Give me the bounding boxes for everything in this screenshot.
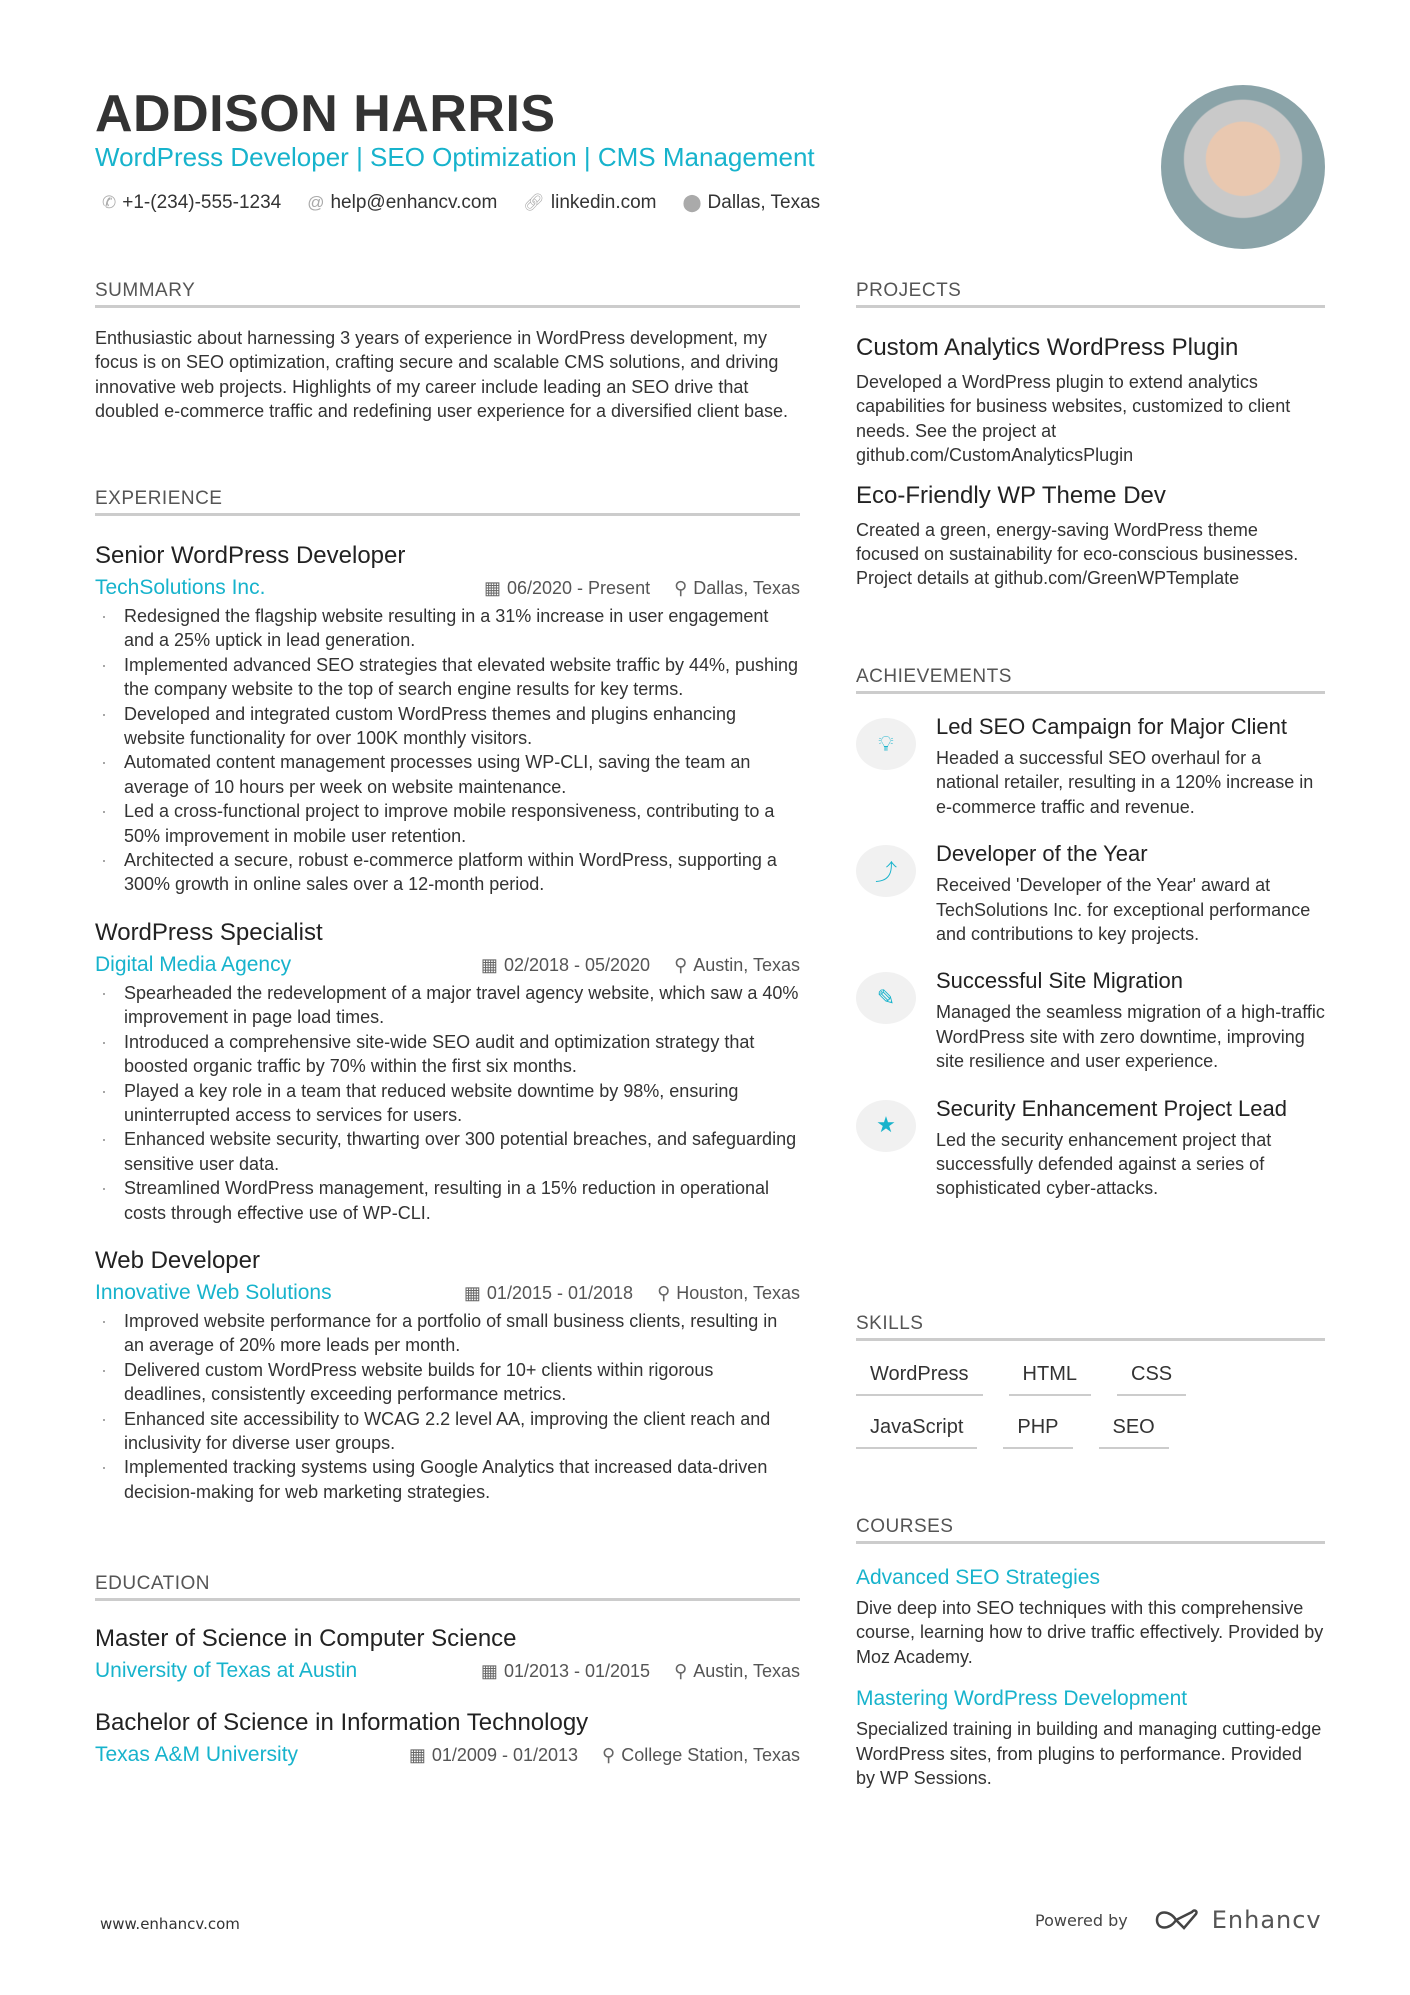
company-name[interactable]: Innovative Web Solutions [95, 1280, 332, 1304]
location-pin-icon: ⬤ [682, 193, 702, 212]
job-entry [95, 1247, 800, 1504]
job-info-row [95, 576, 800, 600]
location-pin-icon: ⚲ [674, 578, 688, 598]
bullet-list [95, 981, 800, 1225]
bullet-item: · Introduced a comprehensive site-wide SEO audit and optimization strategy that boosted organic traffic by 70% within the first six months. [95, 1030, 800, 1079]
date-text: 01/2013 - 01/2015 [503, 1661, 651, 1681]
degree-title: Bachelor of Science in Information Technology [95, 1709, 589, 1736]
calendar-icon: ▦ [483, 578, 501, 598]
section-heading: SUMMARY [95, 280, 800, 308]
location-pin-icon: ⚲ [674, 1661, 688, 1681]
contact-link[interactable]: 🔗︎ linkedin.com [523, 192, 657, 213]
location [674, 955, 800, 976]
project-description: Developed a WordPress plugin to extend analytics capabilities for business websites, customized to client needs. See the project at github.com/CustomAnalyticsPlugin [856, 372, 1291, 466]
bullet-item: · Streamlined WordPress management, resulting in a 15% reduction in operational costs through effective use of WP-CLI. [95, 1176, 800, 1225]
achievement-content [936, 968, 1325, 1073]
achievement-title: Developer of the Year [936, 841, 1148, 867]
skill-tag: CSS [1117, 1363, 1186, 1396]
skills-section [856, 1313, 1325, 1449]
job-entry [95, 542, 800, 897]
date-text: 02/2018 - 05/2020 [503, 954, 651, 975]
achievement-description: Headed a successful SEO overhaul for a national retailer, resulting in a 120% increase in e-commerce traffic and revenue. [936, 748, 1314, 817]
course-description: Dive deep into SEO techniques with this comprehensive course, learning how to drive traffic effectively. Provided by Moz Academy. [856, 1598, 1324, 1667]
bullet-item: · Enhanced site accessibility to WCAG 2.2 level AA, improving the client reach and inclusivity for diverse user groups. [95, 1407, 800, 1456]
job-meta [464, 1283, 800, 1304]
section-heading: EXPERIENCE [95, 488, 800, 516]
footer-branding [1035, 1906, 1322, 1934]
candidate-name: ADDISON HARRIS [95, 85, 556, 143]
bullet-item: · Led a cross-functional project to improve mobile responsiveness, contributing to a 50% improvement in mobile user retention. [95, 799, 800, 848]
job-title: WordPress Specialist [95, 918, 323, 946]
achievement-item [856, 968, 1325, 1073]
skill-tag: JavaScript [856, 1416, 977, 1449]
bullet-item: · Redesigned the flagship website resulting in a 31% increase in user engagement and a 25% uptick in lead generation. [95, 604, 800, 653]
achievement-description: Managed the seamless migration of a high-traffic WordPress site with zero downtime, improving site resilience and user experience. [936, 1002, 1325, 1072]
section-heading: SKILLS [856, 1313, 1325, 1341]
section-heading: ACHIEVEMENTS [856, 666, 1325, 694]
bullet-item: · Architected a secure, robust e-commerce platform within WordPress, supporting a 300% growth in online sales over a 12-month period. [95, 848, 800, 897]
date-text: 01/2015 - 01/2018 [486, 1282, 634, 1303]
job-meta [484, 578, 800, 599]
candidate-subtitle: WordPress Developer | SEO Optimization | CMS Management [95, 142, 815, 172]
skill-tag: PHP [1003, 1416, 1072, 1449]
project-title: Custom Analytics WordPress Plugin [856, 334, 1239, 361]
contact-location: ⬤ Dallas, Texas [682, 192, 821, 213]
job-meta [481, 955, 800, 976]
project-entry [856, 334, 1325, 468]
calendar-icon: ▦ [480, 954, 498, 975]
courses-section [856, 1516, 1325, 1790]
bullet-list [95, 1309, 800, 1504]
job-meta [409, 1745, 800, 1766]
bullet-item: · Spearheaded the redevelopment of a major travel agency website, which saw a 40% improvement in page load times. [95, 981, 800, 1030]
date-text: 06/2020 - Present [506, 578, 651, 598]
achievement-item [856, 841, 1325, 946]
bullet-item: · Played a key role in a team that reduced website downtime by 98%, ensuring uninterrupted access to services for users. [95, 1079, 800, 1128]
course-entry [856, 1687, 1325, 1790]
date-range [481, 1661, 650, 1682]
bullet-item: · Implemented tracking systems using Google Analytics that increased data-driven decision-making for web marketing strategies. [95, 1455, 800, 1504]
achievement-title: Led SEO Campaign for Major Client [936, 714, 1287, 739]
location [657, 1283, 800, 1304]
section-heading: EDUCATION [95, 1573, 800, 1601]
job-entry [95, 919, 800, 1225]
lightbulb-icon: 💡︎ [856, 718, 916, 770]
bullet-item: · Automated content management processes using WP-CLI, saving the team an average of 10 hours per week on website maintenance. [95, 750, 800, 799]
project-title: Eco-Friendly WP Theme Dev [856, 481, 1166, 509]
date-range [409, 1745, 578, 1766]
enhancv-logo-icon [1154, 1908, 1200, 1932]
company-name[interactable]: TechSolutions Inc. [95, 576, 266, 599]
location-text: Austin, Texas [693, 1661, 800, 1681]
projects-section [856, 280, 1325, 591]
skill-tag: SEO [1099, 1416, 1169, 1449]
date-range [484, 578, 650, 599]
achievement-item [856, 1096, 1325, 1201]
education-info-row [95, 1743, 800, 1767]
location [674, 1661, 800, 1682]
achievement-title: Security Enhancement Project Lead [936, 1095, 1287, 1121]
avatar [1161, 85, 1325, 249]
school-name[interactable]: Texas A&M University [95, 1743, 299, 1766]
job-title: Senior WordPress Developer [95, 542, 406, 569]
achievement-content [936, 714, 1325, 819]
bullet-list [95, 604, 800, 897]
date-range [481, 955, 650, 976]
location-pin-icon: ⚲ [657, 1282, 671, 1303]
course-entry [856, 1566, 1325, 1669]
link-icon: 🔗︎ [523, 193, 545, 212]
course-title[interactable]: Advanced SEO Strategies [856, 1566, 1100, 1589]
education-section [95, 1573, 800, 1767]
achievement-description: Received 'Developer of the Year' award at TechSolutions Inc. for exceptional performance and contributions to key projects. [936, 875, 1311, 945]
experience-section [95, 488, 800, 1504]
location [602, 1745, 800, 1766]
location [674, 578, 800, 599]
achievements-section [856, 666, 1325, 1223]
bullet-item: · Developed and integrated custom WordPress themes and plugins enhancing website functionality for over 100K monthly visitors. [95, 702, 800, 751]
date-range [464, 1283, 633, 1304]
job-meta [481, 1661, 800, 1682]
job-info-row [95, 1281, 800, 1305]
section-heading: PROJECTS [856, 280, 1325, 308]
calendar-icon: ▦ [463, 1282, 481, 1303]
summary-section [95, 280, 800, 424]
project-entry [856, 482, 1325, 591]
achievement-title: Successful Site Migration [936, 968, 1183, 994]
achievement-content [936, 841, 1325, 946]
calendar-icon: ▦ [480, 1661, 498, 1681]
education-entry [95, 1709, 800, 1767]
skill-tag: WordPress [856, 1363, 983, 1396]
skill-tag: HTML [1009, 1363, 1091, 1396]
bullet-item: · Enhanced website security, thwarting over 300 potential breaches, and safeguarding sensitive user data. [95, 1127, 800, 1176]
achievement-description: Led the security enhancement project that successfully defended against a series of sophisticated cyber-attacks. [936, 1129, 1272, 1199]
education-entry [95, 1625, 800, 1683]
contact-phone: ✆ +1-(234)-555-1234 [102, 192, 282, 213]
calendar-icon: ▦ [408, 1745, 426, 1765]
location-text: Dallas, Texas [693, 578, 800, 598]
company-name[interactable]: Digital Media Agency [95, 952, 292, 976]
degree-title: Master of Science in Computer Science [95, 1625, 517, 1652]
enhancv-logo-text: Enhancv [1211, 1906, 1322, 1934]
location-pin-icon: ⚲ [674, 954, 688, 975]
powered-by-text: Powered by [1035, 1910, 1128, 1930]
star-icon: ★ [856, 1100, 916, 1152]
at-icon: @ [307, 193, 325, 212]
project-description: Created a green, energy-saving WordPress theme focused on sustainability for eco-conscious businesses. Project details at github.com/GreenWPTemplate [856, 519, 1299, 589]
location-text: Austin, Texas [693, 954, 800, 975]
contact-info [102, 192, 820, 214]
date-text: 01/2009 - 01/2013 [431, 1745, 579, 1765]
course-title[interactable]: Mastering WordPress Development [856, 1687, 1188, 1711]
location-pin-icon: ⚲ [602, 1745, 616, 1765]
section-heading: COURSES [856, 1516, 1325, 1544]
location-text: Houston, Texas [676, 1282, 800, 1303]
footer-website[interactable]: www.enhancv.com [100, 1915, 240, 1933]
achievement-item [856, 714, 1325, 819]
job-info-row [95, 953, 800, 977]
summary-text: Enthusiastic about harnessing 3 years of experience in WordPress development, my focus is on SEO optimization, crafting secure and scalable CMS solutions, and driving innovative web projects. Highlights of my career include leading an SEO drive that doubled e-commerce traffic and redefining user experience for a diversified client base. [95, 328, 789, 422]
magic-wand-icon: ✎ [856, 972, 916, 1024]
achievement-content [936, 1096, 1325, 1201]
contact-email[interactable]: @ help@enhancv.com [307, 192, 498, 213]
bullet-item: · Implemented advanced SEO strategies that elevated website traffic by 44%, pushing the company website to the top of search engine results for key terms. [95, 653, 800, 702]
location-text: College Station, Texas [621, 1745, 800, 1765]
school-name[interactable]: University of Texas at Austin [95, 1659, 358, 1682]
course-description: Specialized training in building and managing cutting-edge WordPress sites, from plugins to performance. Provided by WP Sessions. [856, 1719, 1322, 1789]
bullet-item: · Improved website performance for a portfolio of small business clients, resulting in an average of 20% more leads per month. [95, 1309, 800, 1358]
route-icon: ⤴ [856, 845, 916, 897]
bullet-item: · Delivered custom WordPress website builds for 10+ clients within rigorous deadlines, consistently exceeding performance metrics. [95, 1358, 800, 1407]
education-info-row [95, 1659, 800, 1683]
phone-icon: ✆ [102, 193, 117, 212]
job-title: Web Developer [95, 1246, 260, 1274]
